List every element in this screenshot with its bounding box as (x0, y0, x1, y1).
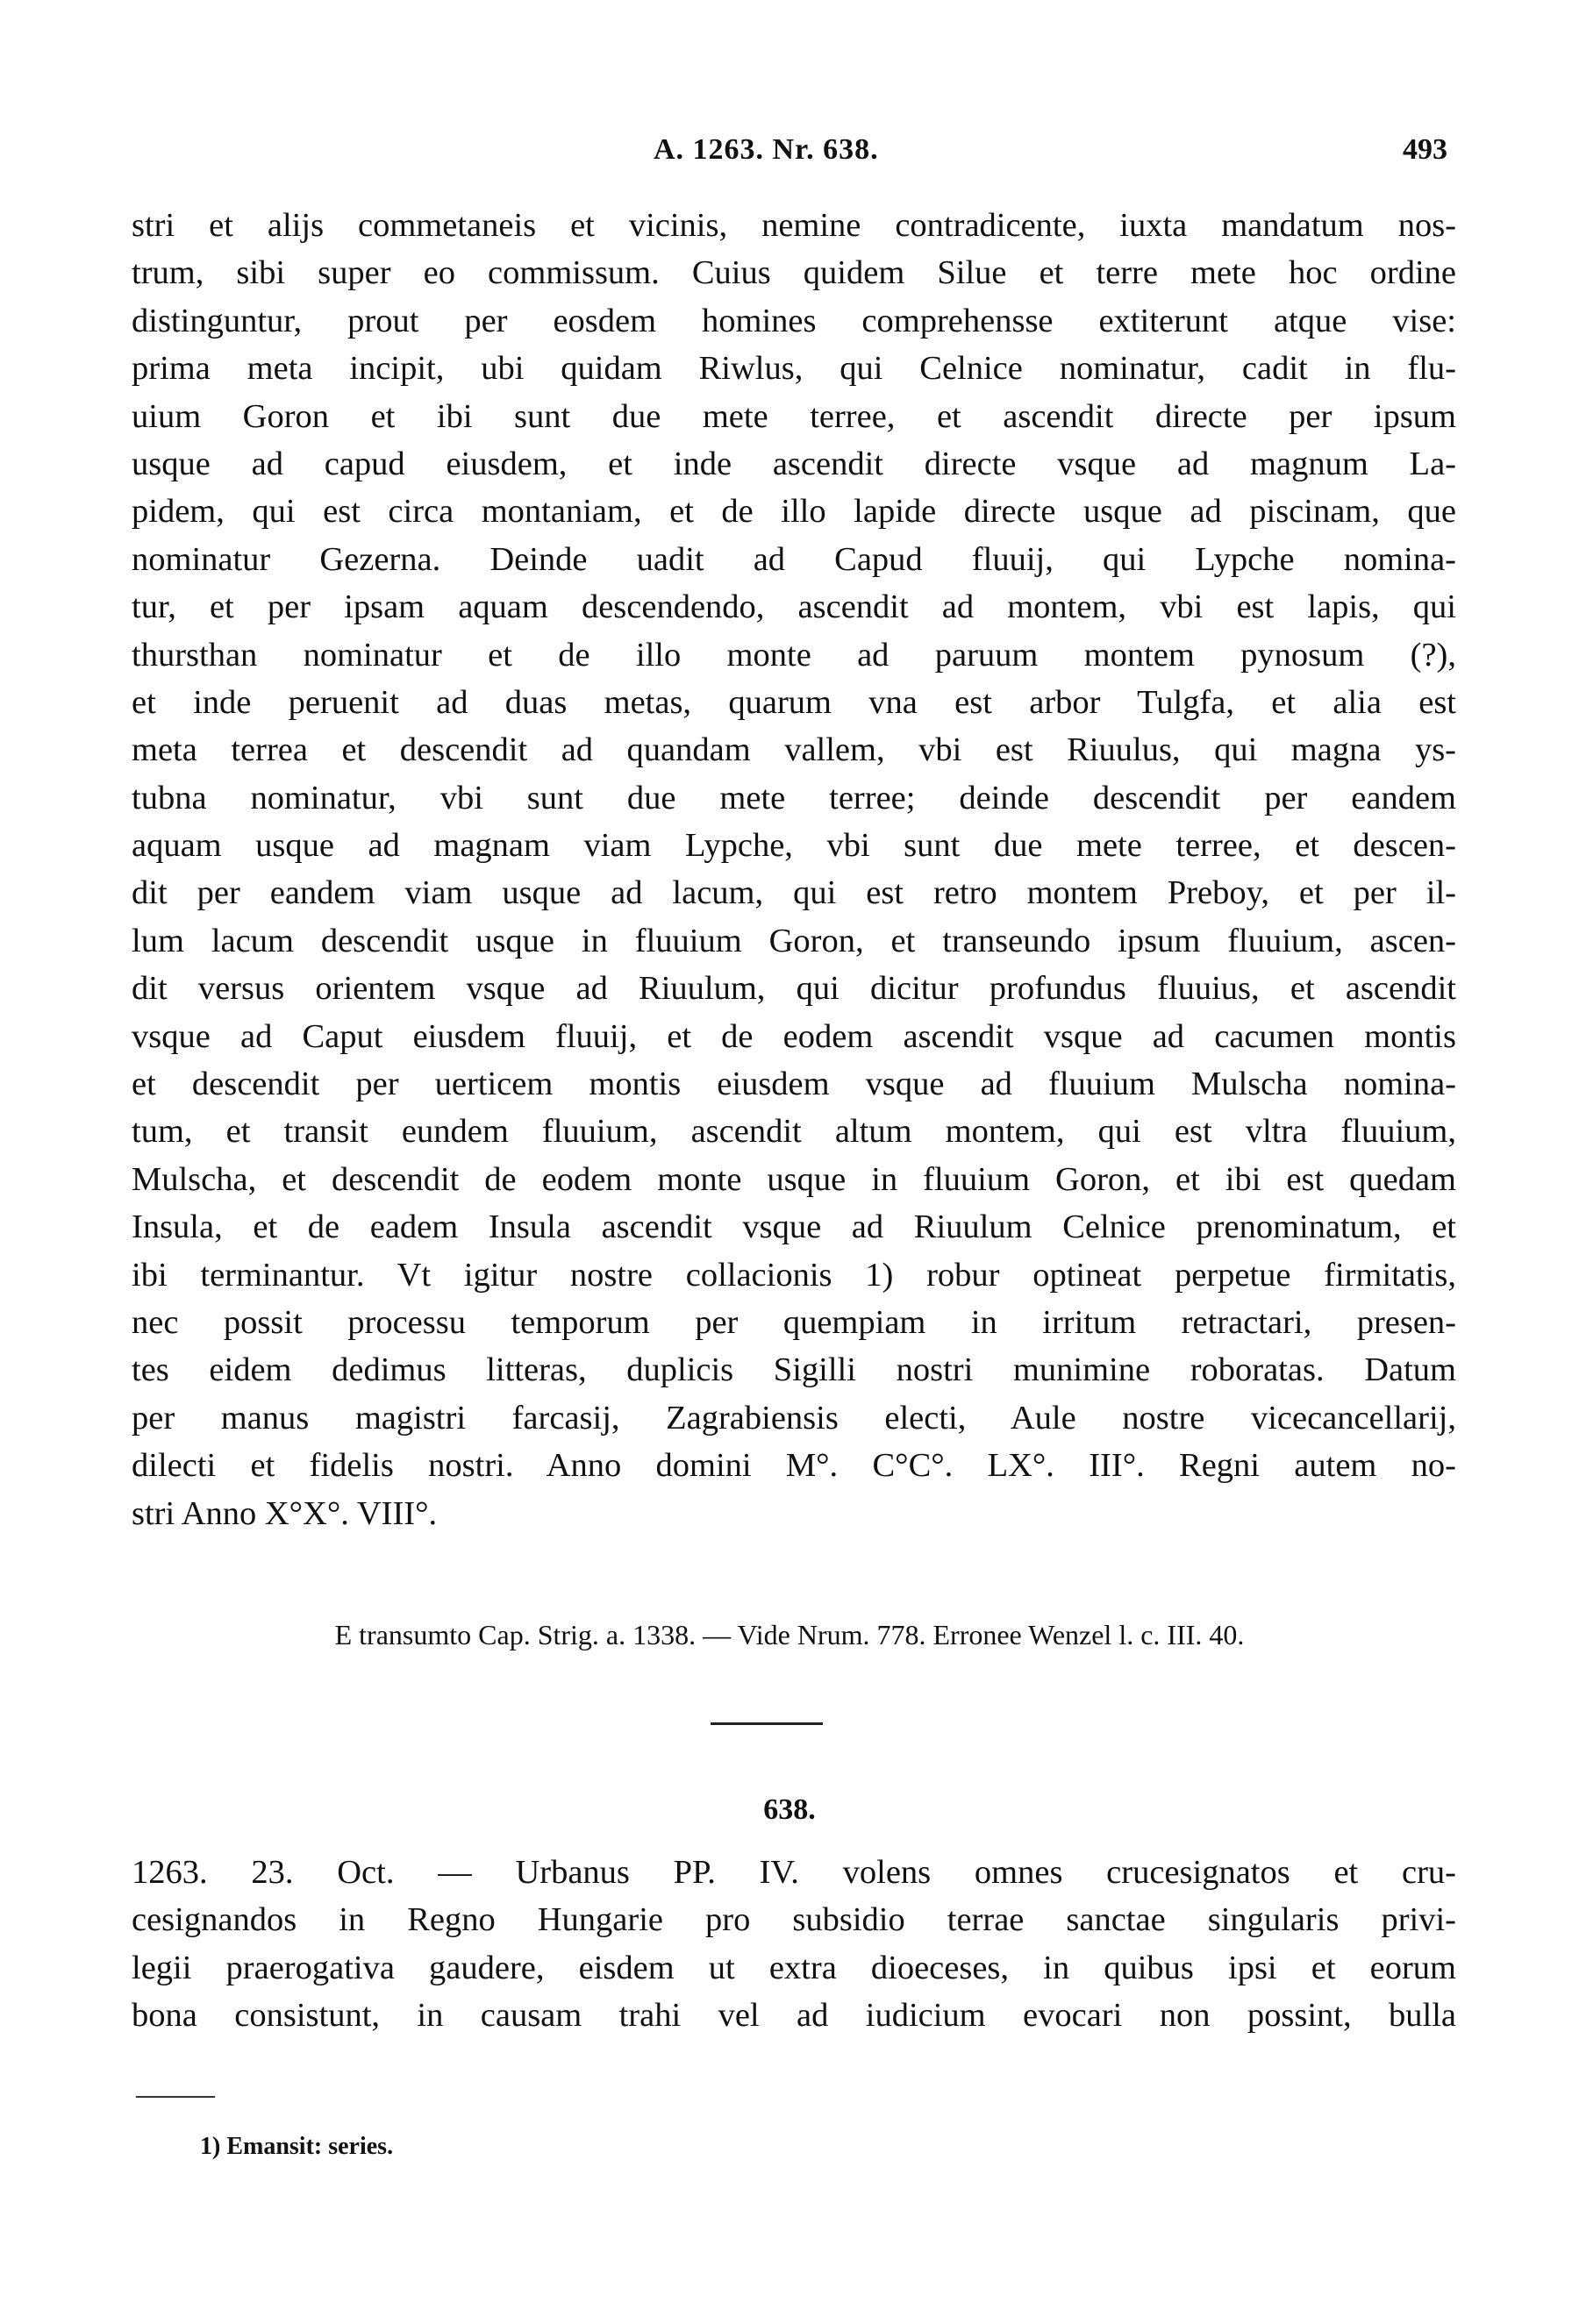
text-line: bona consistunt, in causam trahi vel ad iudicium evocari non possint, bulla (132, 1997, 1456, 2035)
text-line: Insula, et de eadem Insula ascendit vsque ad Riuulum Celnice prenominatum, et (132, 1208, 1456, 1246)
text-line: per manus magistri farcasij, Zagrabiensis electi, Aule nostre vicecancellarij, (132, 1399, 1456, 1436)
text-line: tur, et per ipsam aquam descendendo, ascendit ad montem, vbi est lapis, qui (132, 588, 1456, 626)
footnote: 1) Emansit: series. (200, 2133, 394, 2160)
regest-text (132, 1849, 1456, 2040)
text-line: dit versus orientem vsque ad Riuulum, qui dicitur profundus fluuius, et ascendit (132, 970, 1456, 1008)
text-line: stri Anno X°X°. VIII°. (132, 1494, 438, 1532)
text-line: Mulscha, et descendit de eodem monte usque in fluuium Goron, et ibi est quedam (132, 1160, 1456, 1198)
text-line: uium Goron et ibi sunt due mete terree, et ascendit directe per ipsum (132, 397, 1456, 435)
text-line: thursthan nominatur et de illo monte ad paruum montem pynosum (?), (132, 636, 1456, 674)
source-note: E transumto Cap. Strig. a. 1338. — Vide Nrum. 778. Erronee Wenzel l. c. III. 40. (334, 1619, 1245, 1650)
text-line: trum, sibi super eo commissum. Cuius quidem Silue et terre mete hoc ordine (132, 254, 1456, 292)
text-line: stri et alijs commetaneis et vicinis, nemine contradicente, iuxta mandatum nos- (132, 207, 1456, 244)
text-line: tum, et transit eundem fluuium, ascendit altum montem, qui est vltra fluuium, (132, 1113, 1456, 1151)
text-line: usque ad capud eiusdem, et inde ascendit directe vsque ad magnum La- (132, 445, 1456, 482)
text-line: cesignandos in Regno Hungarie pro subsidio terrae sanctae singularis privi- (132, 1901, 1456, 1939)
text-line: vsque ad Caput eiusdem fluuij, et de eodem ascendit vsque ad cacumen montis (132, 1017, 1456, 1055)
text-line: prima meta incipit, ubi quidam Riwlus, qui Celnice nominatur, cadit in flu- (132, 350, 1456, 388)
text-line: nominatur Gezerna. Deinde uadit ad Capud fluuij, qui Lypche nomina- (132, 540, 1456, 578)
text-line: nec possit processu temporum per quempiam in irritum retractari, presen- (132, 1303, 1456, 1341)
text-line: pidem, qui est circa montaniam, et de illo lapide directe usque ad piscinam, que (132, 493, 1456, 531)
page-number: 493 (1403, 133, 1447, 166)
text-line: et inde peruenit ad duas metas, quarum vna est arbor Tulgfa, et alia est (132, 683, 1456, 721)
section-divider (711, 1722, 823, 1725)
text-line: tes eidem dedimus litteras, duplicis Sigilli nostri munimine roboratas. Datum (132, 1351, 1456, 1389)
text-line: dit per eandem viam usque ad lacum, qui est retro montem Preboy, et per il- (132, 874, 1456, 912)
text-line: lum lacum descendit usque in fluuium Goron, et transeundo ipsum fluuium, ascen- (132, 922, 1456, 959)
running-title: A. 1263. Nr. 638. (654, 133, 879, 166)
text-line: distinguntur, prout per eosdem homines comprehensse extiterunt atque vise: (132, 302, 1456, 339)
running-header (0, 133, 1579, 168)
text-line: 1263. 23. Oct. — Urbanus PP. IV. volens omnes crucesignatos et cru- (132, 1854, 1456, 1891)
document-number: 638. (763, 1793, 816, 1826)
charter-text (132, 202, 1456, 1537)
text-line: aquam usque ad magnam viam Lypche, vbi sunt due mete terree, et descen- (132, 827, 1456, 865)
text-line: et descendit per uerticem montis eiusdem vsque ad fluuium Mulscha nomina- (132, 1066, 1456, 1103)
text-line: tubna nominatur, vbi sunt due mete terree; deinde descendit per eandem (132, 779, 1456, 816)
text-line: ibi terminantur. Vt igitur nostre collacionis 1) robur optineat perpetue firmitatis, (132, 1256, 1456, 1294)
text-line: meta terrea et descendit ad quandam vallem, vbi est Riuulus, qui magna ys- (132, 731, 1456, 769)
footnote-rule (136, 2096, 215, 2098)
text-line: dilecti et fidelis nostri. Anno domini M°. C°C°. LX°. III°. Regni autem no- (132, 1447, 1456, 1485)
text-line: legii praerogativa gaudere, eisdem ut extra dioeceses, in quibus ipsi et eorum (132, 1949, 1456, 1986)
